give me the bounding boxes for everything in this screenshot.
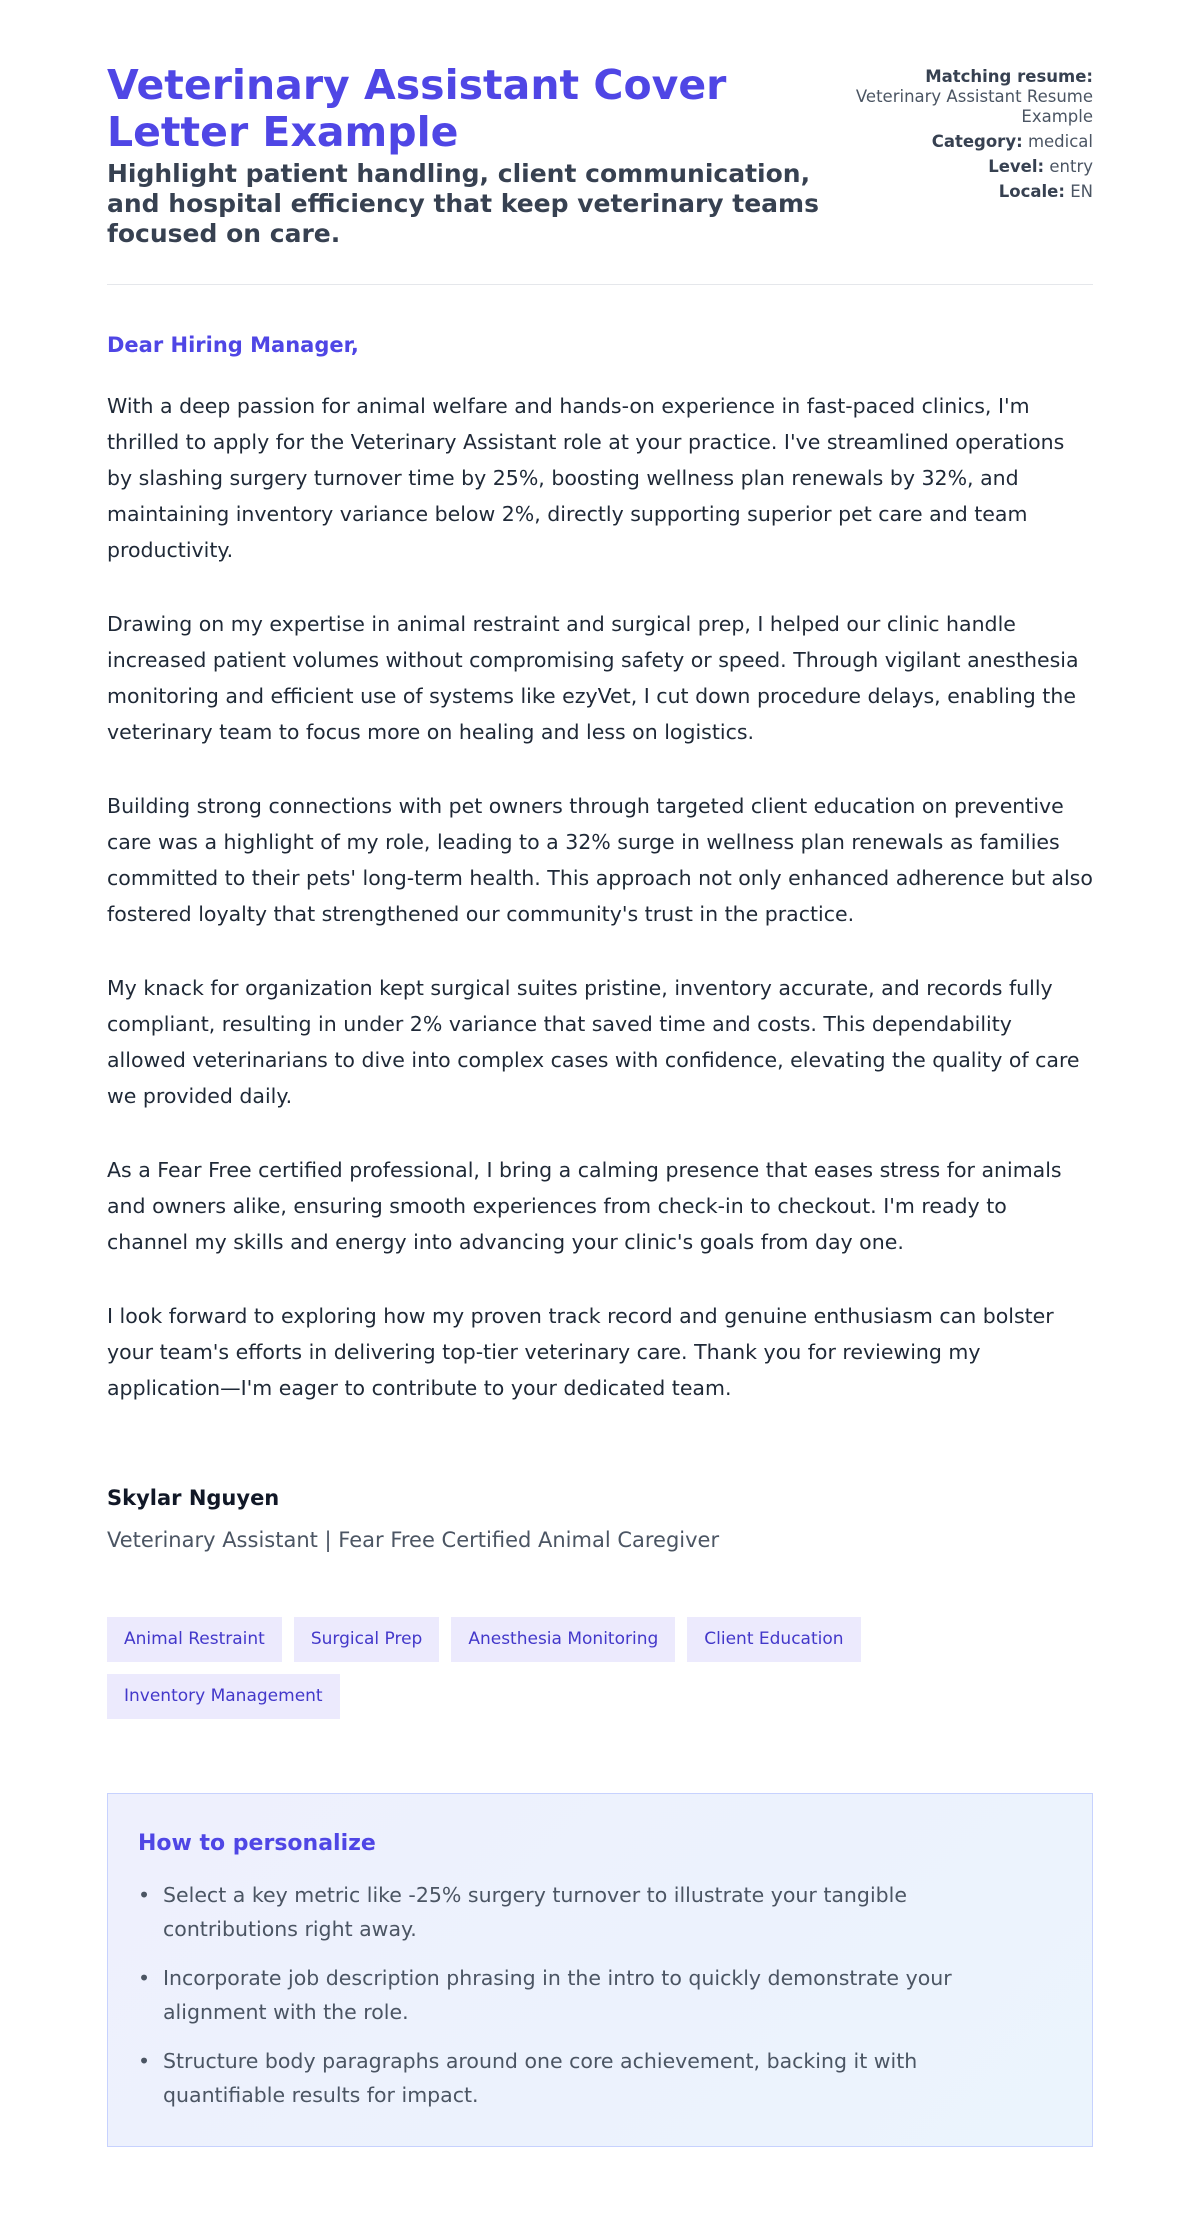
- skill-tag: Inventory Management: [107, 1674, 340, 1719]
- letter-paragraph: As a Fear Free certified professional, I bring a calming presence that eases stress for animals and owners alike, ensuring smooth experiences from check-in to checkout. I'm ready to channel my skills and energy into advancing your clinic's goals from day one.: [107, 1158, 1062, 1254]
- meta-matching-resume-label: Matching resume:: [925, 67, 1093, 86]
- skill-tag: Anesthesia Monitoring: [451, 1617, 675, 1662]
- header-divider: [107, 284, 1093, 285]
- bullet-icon: •: [138, 2049, 151, 2073]
- meta-category-label: Category:: [931, 132, 1023, 151]
- meta-level-value: entry: [1049, 157, 1093, 176]
- signature-title: Veterinary Assistant | Fear Free Certified Animal Caregiver: [107, 1528, 720, 1552]
- bullet-icon: •: [138, 1966, 151, 1990]
- skill-tag: Client Education: [687, 1617, 860, 1662]
- meta-matching-resume-value: Veterinary Assistant Resume Example: [855, 87, 1093, 126]
- tip-item-text: Incorporate job description phrasing in the intro to quickly demonstrate your alignment with the role.: [163, 1966, 952, 2024]
- tip-item-text: Structure body paragraphs around one core achievement, backing it with quantifiable results for impact.: [163, 2049, 918, 2107]
- skill-tag: Animal Restraint: [107, 1617, 282, 1662]
- personalize-tips-box: [107, 1793, 1093, 2147]
- signature-name: Skylar Nguyen: [107, 1486, 280, 1510]
- letter-salutation: Dear Hiring Manager,: [107, 333, 359, 357]
- meta-matching-resume: [853, 67, 1093, 127]
- letter-paragraph: Building strong connections with pet owners through targeted client education on preventive care was a highlight of my role, leading to a 32% surge in wellness plan renewals as families committed to their pets' long-term health. This approach not only enhanced adherence but also fostered loyalty that strengthened our community's trust in the practice.: [107, 794, 1093, 926]
- meta-level-label: Level:: [988, 157, 1045, 176]
- letter-paragraph: I look forward to exploring how my proven track record and genuine enthusiasm can bolster your team's efforts in delivering top-tier veterinary care. Thank you for reviewing my application—I'm eager to contribute to your dedicated team.: [107, 1304, 1054, 1400]
- page-title: Veterinary Assistant Cover Letter Example: [107, 61, 727, 156]
- meta-category-value: medical: [1027, 132, 1093, 151]
- meta-level: [853, 157, 1093, 177]
- page-subtitle: Highlight patient handling, client communication, and hospital efficiency that keep veterinary teams focused on care.: [107, 159, 819, 248]
- skill-tags: [107, 1617, 1093, 1719]
- tip-item: [138, 1961, 1043, 2029]
- letter-paragraph: My knack for organization kept surgical suites pristine, inventory accurate, and records fully compliant, resulting in under 2% variance that saved time and costs. This dependability allowed veterinarians to dive into complex cases with confidence, elevating the quality of care we provided daily.: [107, 976, 1080, 1108]
- meta-category: [853, 132, 1093, 152]
- personalize-tips-list: [138, 1878, 1043, 2127]
- letter-body: [107, 388, 1093, 1444]
- tip-item: [138, 2044, 1043, 2112]
- bullet-icon: •: [138, 1883, 151, 1907]
- letter-paragraph: Drawing on my expertise in animal restraint and surgical prep, I helped our clinic handle increased patient volumes without compromising safety or speed. Through vigilant anesthesia monitoring and efficient use of systems like ezyVet, I cut down procedure delays, enabling the veterinary team to focus more on healing and less on logistics.: [107, 612, 1079, 744]
- personalize-tips-title: How to personalize: [138, 1831, 376, 1856]
- meta-panel: [853, 67, 1093, 207]
- page-header: [107, 62, 1093, 285]
- tip-item: [138, 1878, 1043, 1946]
- letter-paragraph: With a deep passion for animal welfare and hands-on experience in fast-paced clinics, I'm thrilled to apply for the Veterinary Assistant role at your practice. I've streamlined operations by slashing surgery turnover time by 25%, boosting wellness plan renewals by 32%, and maintaining inventory variance below 2%, directly supporting superior pet care and team productivity.: [107, 394, 1065, 562]
- meta-locale: [853, 182, 1093, 202]
- skill-tag: Surgical Prep: [294, 1617, 439, 1662]
- meta-locale-label: Locale:: [998, 182, 1065, 201]
- meta-locale-value: EN: [1070, 182, 1093, 201]
- tip-item-text: Select a key metric like -25% surgery turnover to illustrate your tangible contributions right away.: [163, 1883, 907, 1941]
